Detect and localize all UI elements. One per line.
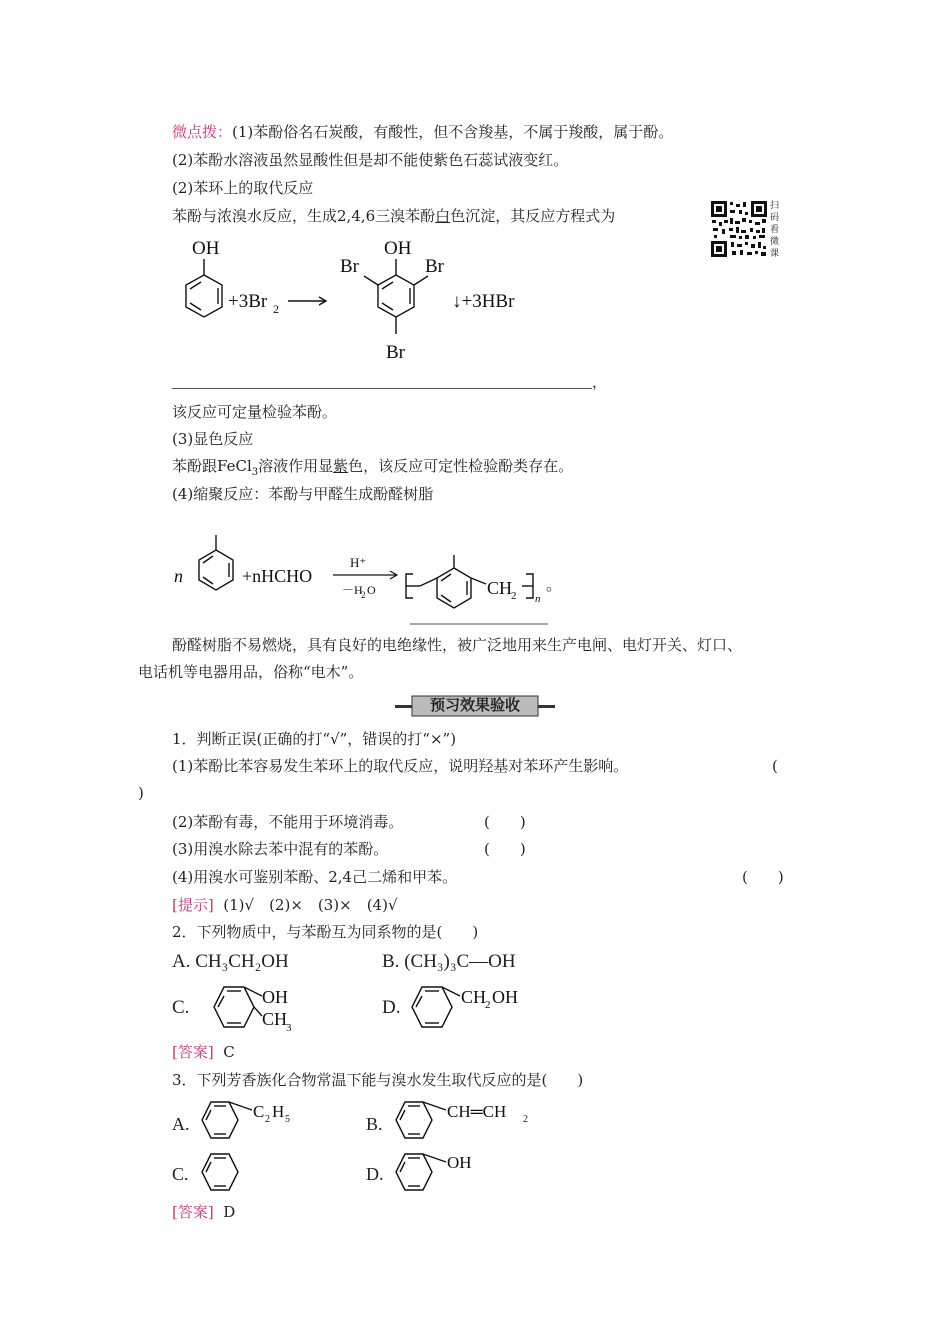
resin-desc-1: 酚醛树脂不易燃烧，具有良好的电绝缘性，被广泛地用来生产电闸、电灯开关、灯口、	[172, 636, 743, 654]
q2-option-b[interactable]: B. (CH₃)₃C—OH	[382, 951, 516, 972]
benzene-ring-icon	[202, 1102, 252, 1138]
benzene-ring-icon	[214, 987, 262, 1027]
banner-title: 预习效果验收	[429, 696, 520, 714]
q2-answer	[172, 1042, 235, 1062]
benzene-ring-icon	[396, 1102, 446, 1138]
benzene-ring-icon	[202, 1154, 238, 1190]
q1-stem: 1．判断正误(正确的打“√”，错误的打“×”)	[172, 730, 457, 748]
br-label-bottom: Br	[386, 342, 405, 363]
n-coefficient: n	[174, 566, 183, 586]
phenol-oh-label: OH	[192, 238, 220, 259]
q3-option-a-structure	[198, 1100, 318, 1144]
answer-value: D	[223, 1203, 236, 1221]
polymer-heading: (4)缩聚反应：苯酚与甲醛生成酚醛树脂	[172, 485, 434, 503]
q3-option-c-structure	[198, 1152, 248, 1196]
tip-text-1: (1)苯酚俗名石炭酸，有酸性，但不含羧基，不属于羧酸，属于酚。	[232, 123, 674, 141]
formaldehyde-label: +nHCHO	[242, 566, 313, 586]
q2-option-a[interactable]: A. CH₃CH₂OH	[172, 951, 289, 972]
q1-hint	[172, 895, 398, 915]
q2-stem: 2．下列物质中，与苯酚互为同系物的是( )	[172, 923, 479, 941]
q1-item-1: (1)苯酚比苯容易发生苯环上的取代反应，说明羟基对苯环产生影响。	[172, 757, 629, 775]
answer-label: [答案]	[172, 1203, 214, 1221]
polymerization-equation	[170, 512, 570, 627]
quantitative-note: 该反应可定量检验苯酚。	[172, 403, 338, 421]
br2-subscript: 2	[273, 302, 279, 316]
q2-option-c-label[interactable]: C.	[172, 997, 190, 1018]
svg-text:H: H	[272, 1102, 285, 1121]
q3-option-b-structure	[392, 1100, 552, 1144]
fill-purple: 紫	[333, 457, 349, 475]
q3-stem: 3．下列芳香族化合物常温下能与溴水发生取代反应的是( )	[172, 1071, 584, 1089]
hint-label: [提示]	[172, 896, 214, 914]
q1-item-4-paren[interactable]: ( )	[742, 868, 784, 886]
color-heading: (3)显色反应	[172, 430, 254, 448]
blank-comma: ，	[592, 373, 608, 391]
br-label-left: Br	[340, 256, 359, 277]
svg-text:2: 2	[511, 590, 517, 602]
svg-text:3: 3	[286, 1022, 292, 1034]
q2-option-c-structure	[200, 984, 310, 1034]
ethyl-c-label: C	[253, 1102, 265, 1121]
q3-option-c-label[interactable]: C.	[172, 1164, 189, 1184]
benzene-ring-icon	[199, 550, 233, 590]
benzene-ring-icon	[186, 275, 222, 317]
svg-text:O: O	[367, 583, 376, 597]
q1-item-4: (4)用溴水可鉴别苯酚、2,4己二烯和甲苯。	[172, 868, 458, 886]
repeat-n: n	[535, 593, 541, 605]
answer-blank[interactable]	[172, 388, 592, 389]
bromination-equation	[170, 232, 550, 367]
svg-text:OH: OH	[492, 987, 518, 1007]
q2-option-d-structure	[408, 984, 548, 1034]
substitution-heading: (2)苯环上的取代反应	[172, 179, 314, 197]
phenol-oh-label: OH	[447, 1153, 472, 1172]
q3-answer	[172, 1202, 235, 1222]
answer-value: C	[223, 1043, 235, 1061]
catalyst-label: H⁺	[350, 555, 367, 570]
q2-option-d-label[interactable]: D.	[382, 997, 401, 1018]
q1-item-1-paren-close[interactable]: )	[138, 784, 144, 802]
benzyl-ch2-label: CH	[461, 987, 487, 1007]
qr-label: 扫码看微课	[770, 201, 780, 259]
cresol-ch3-label: CH	[262, 1009, 288, 1029]
tert-butanol-formula: (CH₃)₃C—OH	[404, 951, 516, 972]
qr-code-icon[interactable]	[710, 200, 768, 258]
tip-line-1	[172, 122, 673, 142]
color-text: 苯酚跟FeCl$_3$溶液作用显紫色，该反应可定性检验酚类存在。	[172, 457, 574, 478]
precipitate-hbr-label: ↓+3HBr	[452, 291, 515, 312]
q1-item-3-paren[interactable]: ( )	[484, 840, 526, 858]
product-oh-label: OH	[384, 238, 412, 259]
q1-item-1-paren-open[interactable]: (	[772, 757, 778, 775]
hint-text: (1)√ (2)× (3)× (4)√	[223, 896, 398, 914]
plus-br2-label: +3Br	[228, 291, 268, 312]
fill-white: 白	[435, 207, 451, 225]
svg-text:2: 2	[485, 999, 491, 1011]
q3-option-d-label[interactable]: D.	[366, 1164, 384, 1184]
q1-item-3: (3)用溴水除去苯中混有的苯酚。	[172, 840, 389, 858]
water-loss-label: －H	[342, 583, 363, 597]
q3-option-a-label[interactable]: A.	[172, 1114, 190, 1134]
q1-item-2-paren[interactable]: ( )	[484, 813, 526, 831]
svg-text:2: 2	[523, 1114, 528, 1125]
svg-text:5: 5	[285, 1114, 290, 1125]
answer-label: [答案]	[172, 1043, 214, 1061]
resin-desc-2: 电话机等电器用品，俗称“电木”。	[138, 663, 364, 681]
benzene-ring-icon	[412, 987, 460, 1027]
vinyl-label: CH═CH	[447, 1102, 507, 1121]
tip-label: 微点拨：	[172, 123, 233, 141]
svg-text:。: 。	[546, 577, 563, 594]
q3-option-b-label[interactable]: B.	[366, 1114, 383, 1134]
q1-item-2: (2)苯酚有毒，不能用于环境消毒。	[172, 813, 404, 831]
q3-option-d-structure	[392, 1152, 502, 1196]
br-label-right: Br	[425, 256, 444, 277]
svg-text:2: 2	[265, 1114, 270, 1125]
cresol-oh-label: OH	[262, 987, 288, 1007]
tip-line-2: (2)苯酚水溶液虽然显酸性但是却不能使紫色石蕊试液变红。	[172, 151, 569, 169]
substitution-intro: 苯酚与浓溴水反应，生成2,4,6三溴苯酚白色沉淀，其反应方程式为	[172, 207, 616, 225]
benzene-ring-icon	[420, 568, 486, 608]
ethanol-formula: CH₃CH₂OH	[195, 951, 289, 972]
methylene-label: CH	[487, 578, 513, 598]
benzene-ring-icon	[396, 1154, 446, 1190]
benzene-ring-icon	[364, 275, 428, 334]
svg-text:2: 2	[361, 590, 366, 600]
